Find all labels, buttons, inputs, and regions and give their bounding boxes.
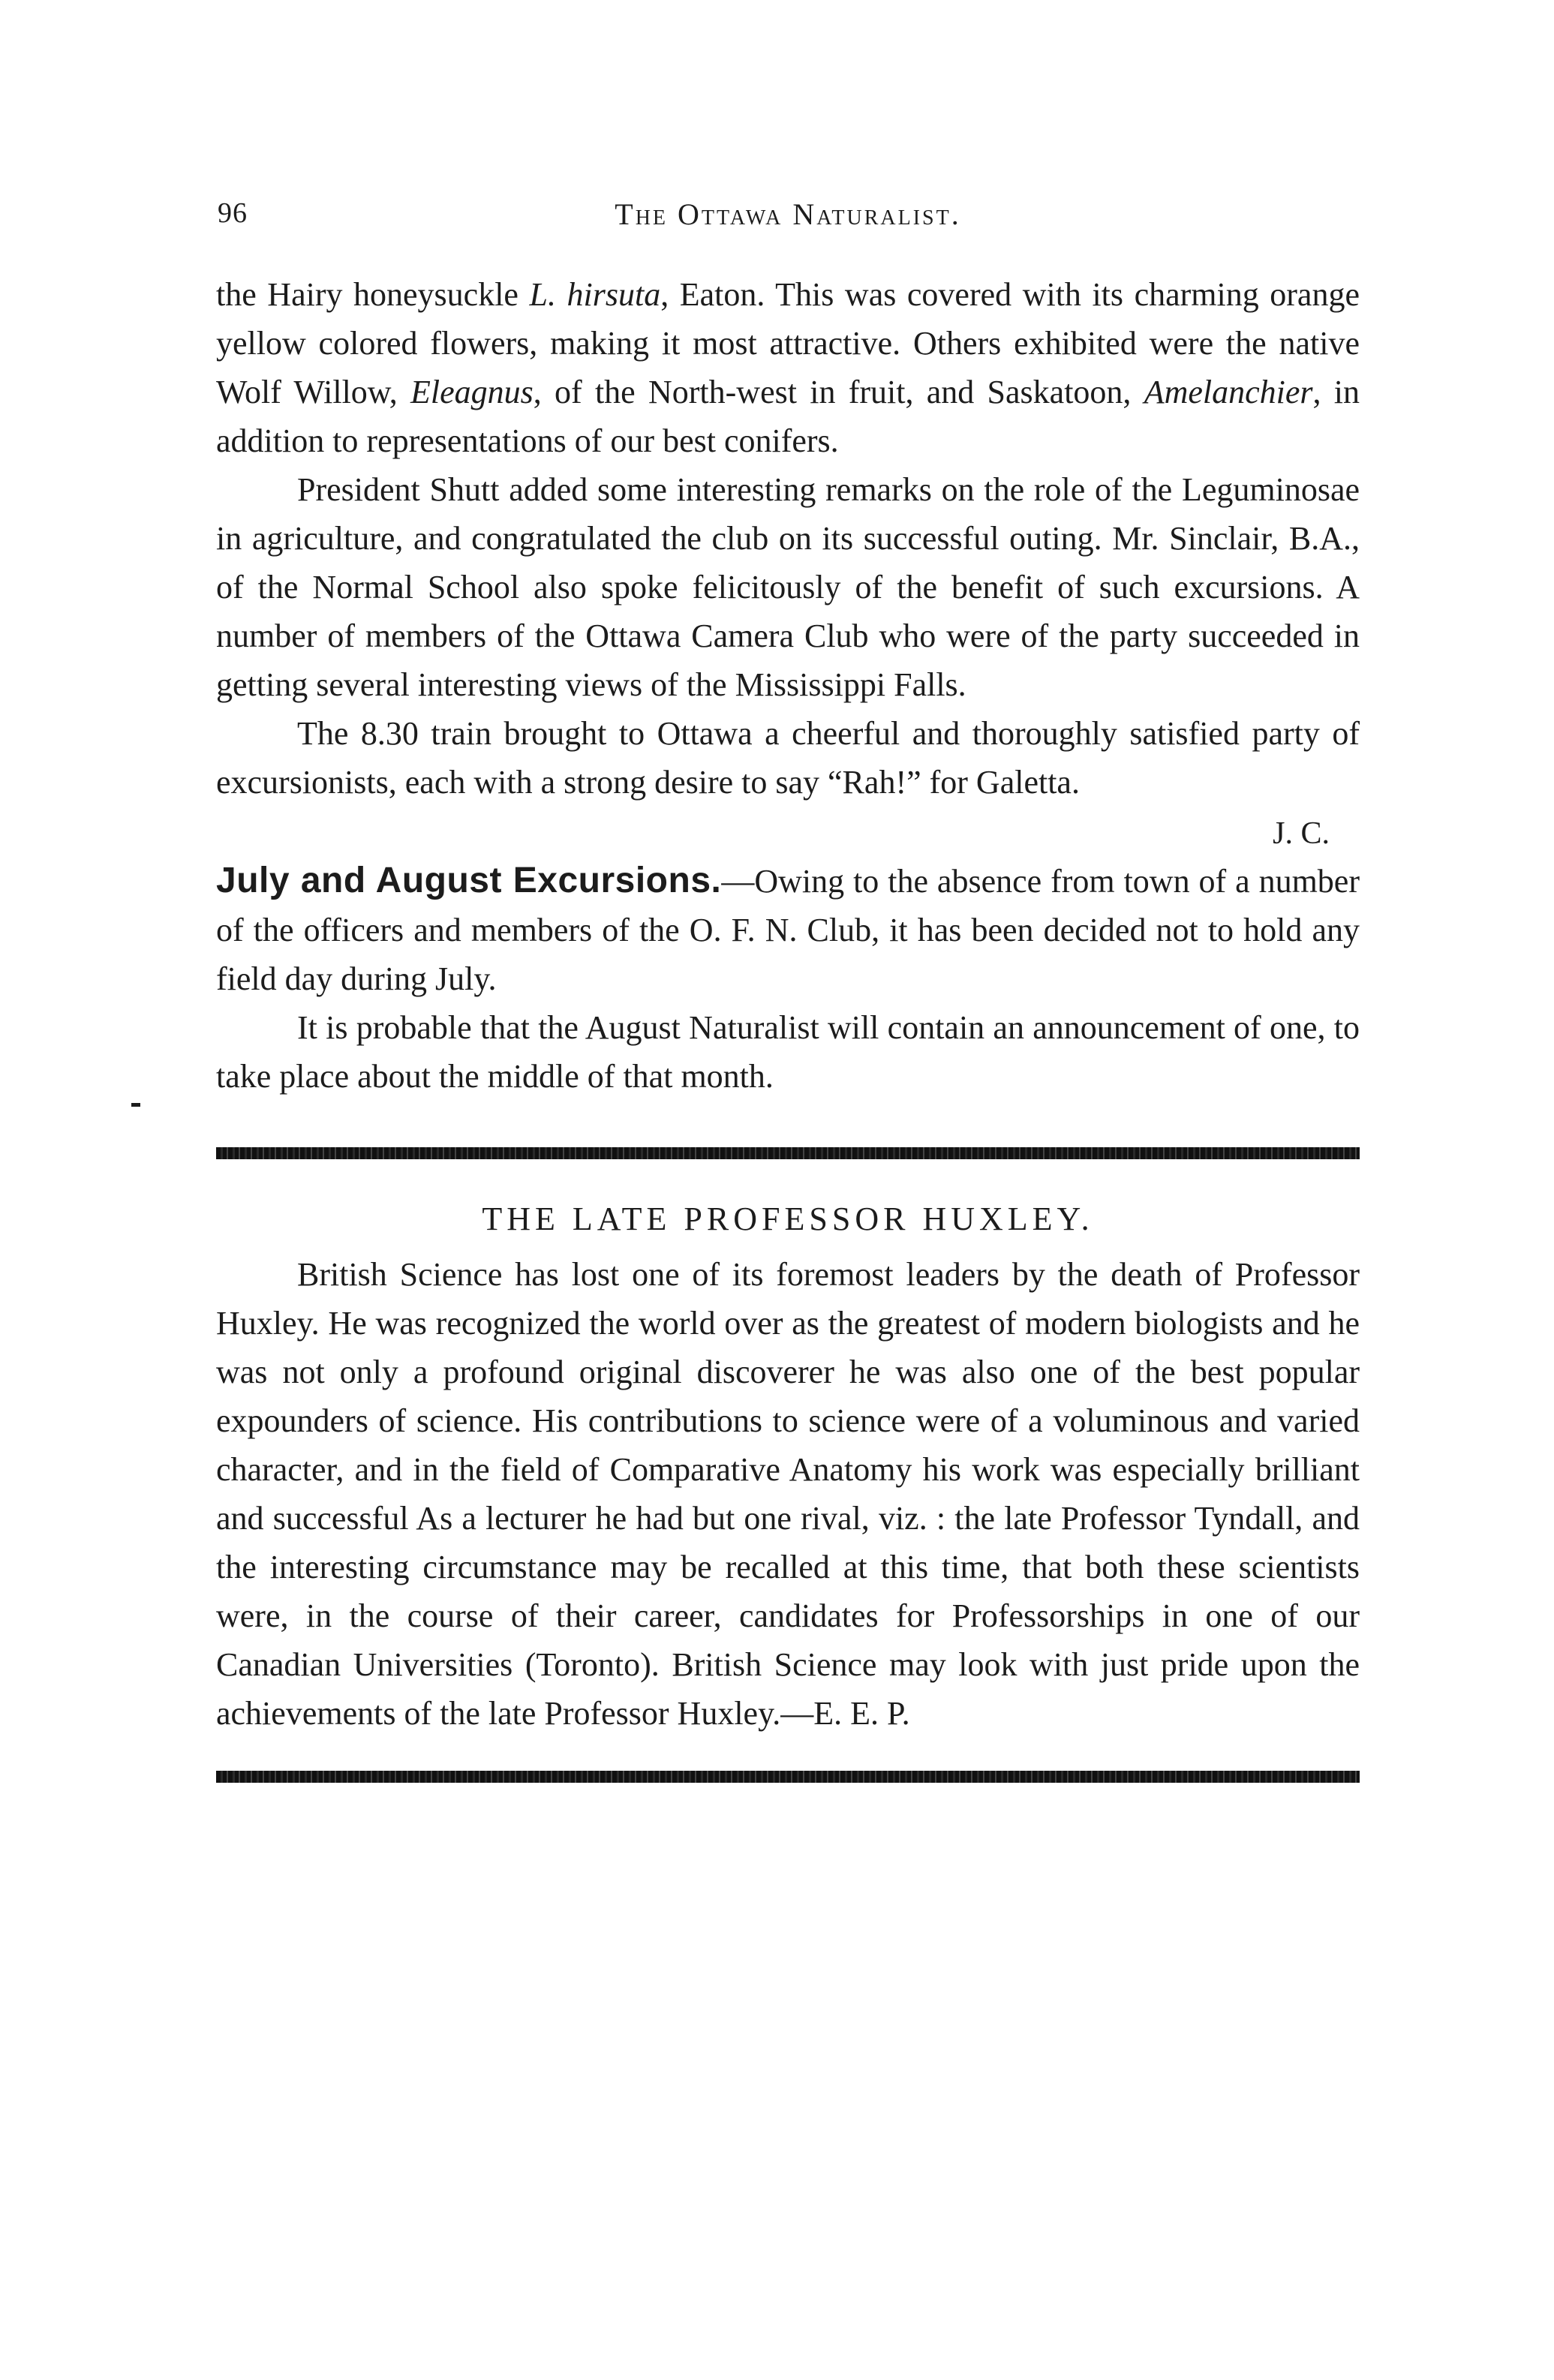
excursion-paragraph-1: the Hairy honeysuckle L. hirsuta, Eaton. This was covered with its charming orange yellow colored flowers, making it most attractive. Others exhibited were the native Wolf Willow, Eleagnus, of the North-west in fruit, and Saskatoon, Amelanchier, in addition to representations of our best conifers. [216, 276, 1360, 459]
genus-name: Amelanchier [1144, 374, 1313, 410]
author-initials: J. C. [1273, 816, 1330, 851]
notice-paragraph-2: It is probable that the August Naturalist will contain an announcement of one, to take place about the middle of that month. [216, 1009, 1360, 1095]
section-title: THE LATE PROFESSOR HUXLEY. [482, 1201, 1094, 1237]
notice-heading: July and August Excursions. [216, 861, 722, 900]
excursion-paragraph-2: President Shutt added some interesting remarks on the role of the Leguminosae in agriculture, and congratulated the club on its successful outing. Mr. Sinclair, B.A., of the Normal School also spoke felicitously of the benefit of such excursions. A number of members of the Ottawa Camera Club who were of the party succeeded in getting several interesting views of the Mississippi Falls. [216, 471, 1360, 703]
running-head [216, 197, 1360, 242]
notice-paragraph-1: July and August Excursions.—Owing to the absence from town of a number of the officers and members of the O. F. N. Club, it has been decided not to hold any field day during July. [216, 861, 1360, 997]
margin-mark [131, 1103, 140, 1107]
page-number: 96 [218, 197, 248, 229]
journal-title: The Ottawa Naturalist. [615, 197, 961, 231]
species-name: L. hirsuta [529, 276, 661, 313]
ornamental-rule [216, 1147, 1360, 1159]
page [216, 197, 1360, 1783]
ornamental-rule [216, 1771, 1360, 1783]
obituary-paragraph: British Science has lost one of its foremost leaders by the death of Professor Huxley. He was recognized the world over as the greatest of modern biologists and he was not only a profound original discoverer he was also one of the best popular expounders of science. His contributions to science were of a voluminous and varied character, and in the field of Comparative Anatomy his work was especially brilliant and successful As a lecturer he had but one rival, viz. : the late Professor Tyndall, and the interesting circumstance may be recalled at this time, that both these scientists were, in the course of their career, candidates for Professorships in one of our Canadian Universities (Toronto). British Science may look with just pride upon the achievements of the late Professor Huxley.—E. E. P. [216, 1256, 1360, 1732]
genus-name: Eleagnus [410, 374, 534, 410]
excursion-paragraph-3: The 8.30 train brought to Ottawa a cheerful and thoroughly satisfied party of excursionists, each with a strong desire to say “Rah!” for Galetta. [216, 715, 1360, 801]
